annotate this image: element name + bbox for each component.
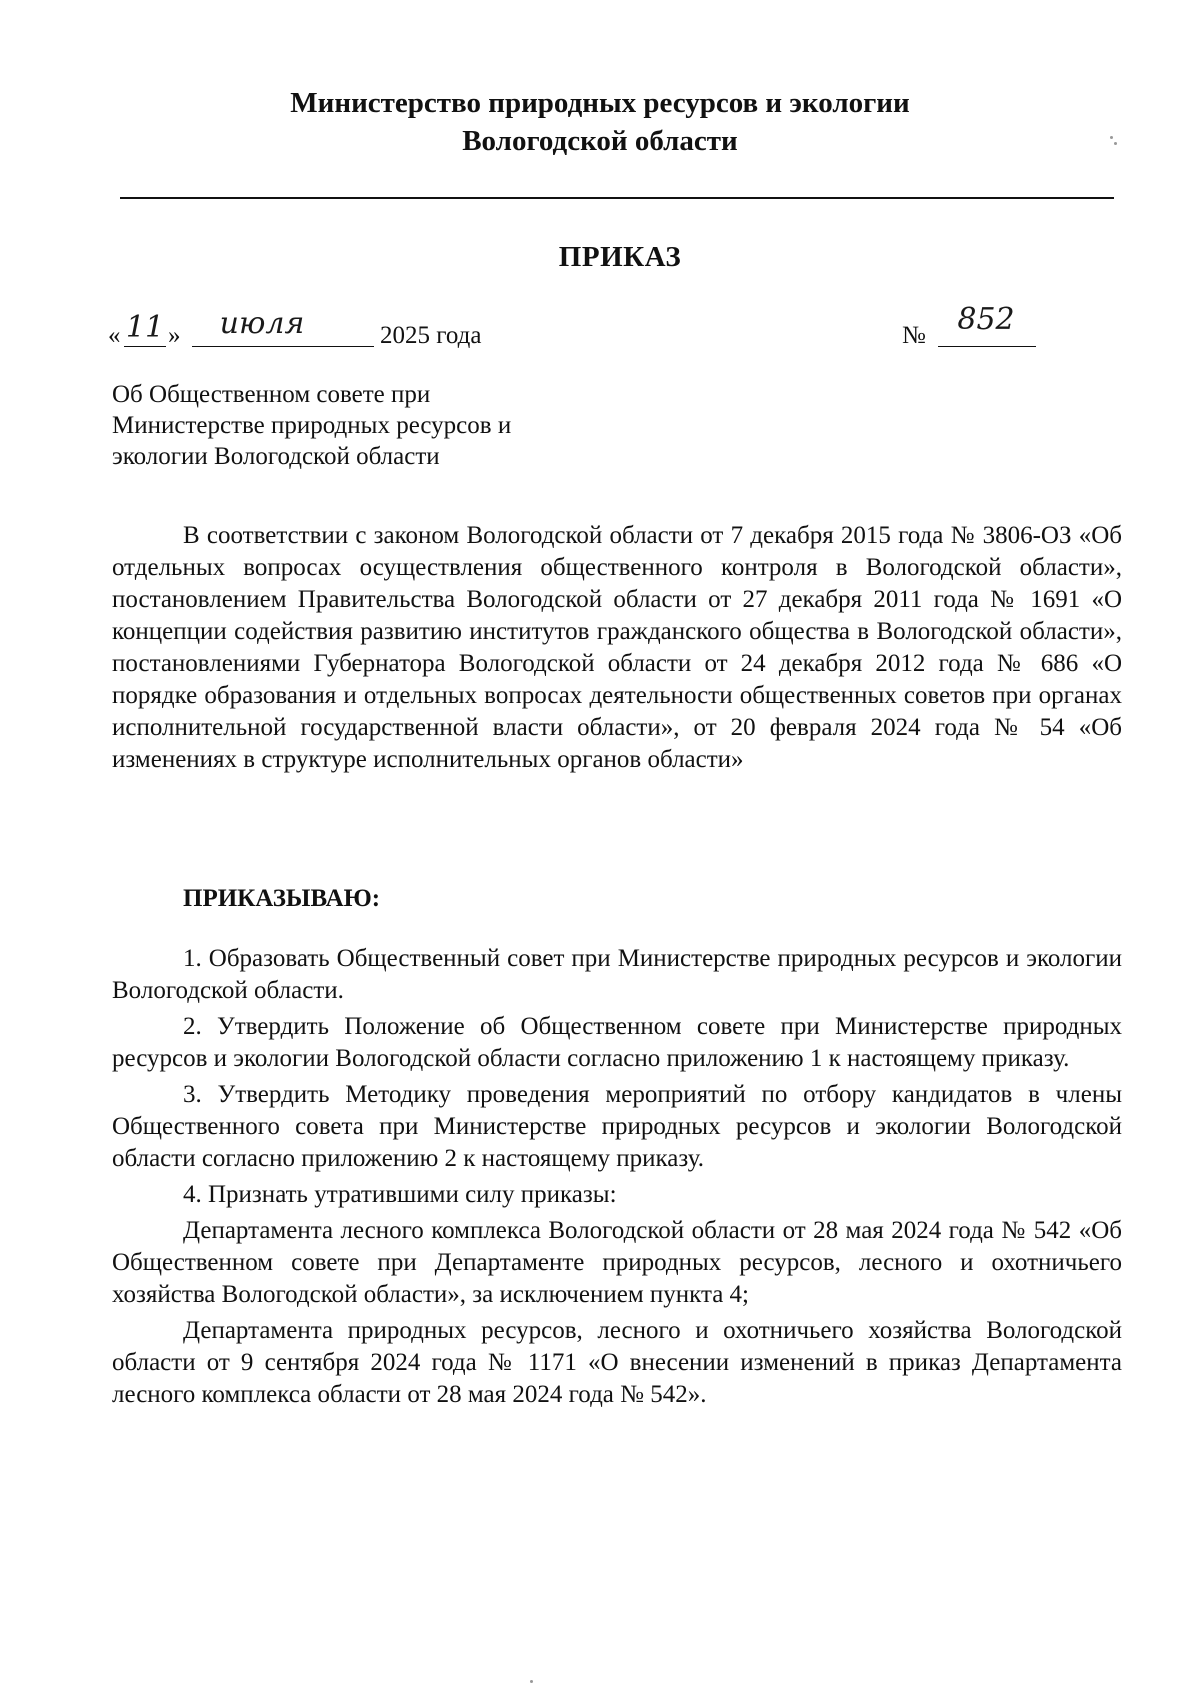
date-year: 2025 года <box>380 322 482 349</box>
scan-speck <box>1114 142 1117 145</box>
order-item-4-sub-2: Департамента природных ресурсов, лесного и охотничьего хозяйства Вологодской области от 9 сентября 2024 года № 1171 «О внесении изменений в приказ Департамента лесного комплекса области от 28 мая 2024 года № 542». <box>112 1317 1122 1408</box>
order-item-3: 3. Утвердить Методику проведения мероприятий по отбору кандидатов в члены Общественного совета при Министерстве природных ресурсов и экологии Вологодской области согласно приложению 2 к настоящему приказу. <box>112 1081 1122 1172</box>
header-divider <box>120 197 1114 199</box>
order-items <box>112 943 1122 1411</box>
number-sign: № <box>902 322 926 349</box>
order-item-4: 4. Признать утратившими силу приказы: <box>183 1181 617 1208</box>
scan-speck <box>530 1680 533 1683</box>
order-number-handwritten: 852 <box>957 302 1015 337</box>
ministry-name-line2: Вологодской области <box>462 125 738 157</box>
preamble-paragraph: В соответствии с законом Вологодской области от 7 декабря 2015 года № 3806-ОЗ «Об отдельных вопросах осуществления общественного контроля в Вологодской области», постановлением Правительства Вологодской области от 27 декабря 2011 года № 1691 «О концепции содействия развитию институтов гражданского общества в Вологодской области», постановлениями Губернатора Вологодской области от 24 декабря 2012 года № 686 «О порядке образования и отдельных вопросах деятельности общественных советов при органах исполнительной государственной власти области», от 20 февраля 2024 года № 54 «Об изменениях в структуре исполнительных органов области» <box>112 522 1122 773</box>
date-month-handwritten: июля <box>219 306 305 341</box>
date-day-handwritten: 11 <box>125 310 165 345</box>
order-item-1: 1. Образовать Общественный совет при Министерстве природных ресурсов и экологии Вологодской области. <box>112 945 1122 1004</box>
date-close-quote: » <box>168 322 181 349</box>
order-subject: Об Общественном совете при Министерстве природных ресурсов и экологии Вологодской области <box>112 381 512 470</box>
order-item-2: 2. Утвердить Положение об Общественном совете при Министерстве природных ресурсов и экологии Вологодской области согласно приложению 1 к настоящему приказу. <box>112 1013 1122 1072</box>
scan-speck <box>1110 136 1113 139</box>
date-open-quote: « <box>108 322 121 349</box>
document-title: ПРИКАЗ <box>558 241 682 273</box>
ministry-name-line1: Министерство природных ресурсов и экологии <box>290 87 910 119</box>
order-item-4-sub-1: Департамента лесного комплекса Вологодской области от 28 мая 2024 года № 542 «Об Общественном совете при Департаменте природных ресурсов, лесного и охотничьего хозяйства Вологодской области», за исключением пункта 4; <box>112 1217 1122 1308</box>
date-number-row <box>108 302 1128 354</box>
preamble-block <box>112 520 1122 776</box>
order-heading: ПРИКАЗЫВАЮ: <box>183 885 381 912</box>
ministry-header <box>0 84 1200 160</box>
